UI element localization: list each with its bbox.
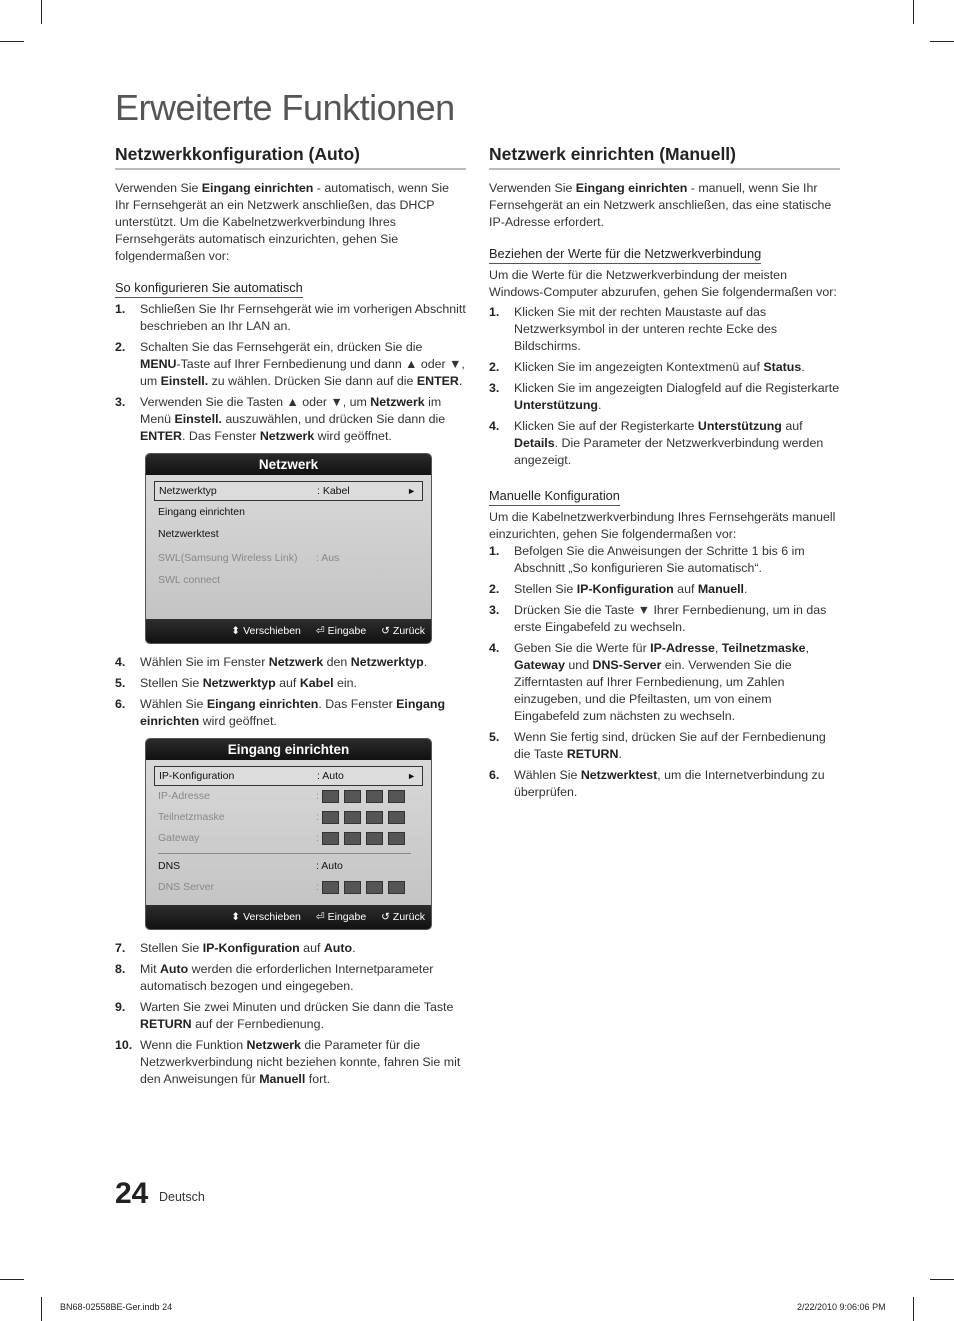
crop-mark bbox=[930, 41, 954, 42]
osd-row-value: : bbox=[316, 811, 319, 823]
intro-auto bbox=[115, 180, 466, 265]
body-text: Verwenden Sie bbox=[115, 181, 202, 195]
osd-row-label: IP-Konfiguration bbox=[159, 770, 235, 782]
subnet-field-boxes[interactable] bbox=[322, 811, 410, 824]
section-heading-auto: Netzwerkkonfiguration (Auto) bbox=[115, 143, 466, 170]
emphasis-text: Netzwerk bbox=[259, 429, 315, 443]
osd-body bbox=[146, 475, 431, 619]
page-title: Erweiterte Funktionen bbox=[115, 87, 455, 128]
emphasis-text: Unterstützung bbox=[514, 398, 598, 412]
osd-row-value: : bbox=[316, 881, 319, 893]
body-text: . bbox=[597, 398, 602, 412]
body-text: Mit bbox=[140, 962, 160, 976]
list-item bbox=[489, 543, 840, 577]
list-item bbox=[115, 394, 466, 445]
step-number: 1. bbox=[489, 544, 500, 558]
body-text: fort. bbox=[305, 1072, 331, 1086]
body-text: , um die Internetverbindung zu überprüfen. bbox=[514, 768, 825, 799]
ip-field-boxes[interactable] bbox=[322, 790, 410, 803]
osd-row-dns-server[interactable] bbox=[154, 877, 423, 898]
enter-icon: ⏎ bbox=[315, 625, 325, 637]
osd-row-label: SWL connect bbox=[158, 574, 221, 586]
body-text: Stellen Sie bbox=[140, 676, 203, 690]
body-text: Drücken Sie die Taste ▼ Ihrer Fernbedienung, um in das erste Eingabefeld zu wechseln. bbox=[514, 603, 827, 634]
emphasis-text: Manuell bbox=[259, 1072, 306, 1086]
body-text: wird geöffnet. bbox=[199, 714, 277, 728]
osd-row-gateway[interactable] bbox=[154, 828, 423, 849]
body-text: und bbox=[564, 658, 593, 672]
body-text: Stellen Sie bbox=[140, 941, 203, 955]
body-text: auf bbox=[673, 582, 698, 596]
osd-row-label: IP-Adresse bbox=[158, 790, 210, 802]
body-text: . bbox=[423, 655, 428, 669]
emphasis-text: ENTER bbox=[416, 374, 459, 388]
emphasis-text: Netzwerk bbox=[268, 655, 324, 669]
osd-row-subnet[interactable] bbox=[154, 807, 423, 828]
body-text: . Das Fenster bbox=[182, 429, 260, 443]
osd-row-dns[interactable] bbox=[154, 856, 423, 877]
list-item bbox=[489, 359, 840, 376]
body-text: auszuwählen, und drücken Sie dann die bbox=[221, 412, 446, 426]
emphasis-text: IP-Konfiguration bbox=[202, 941, 300, 955]
body-text: auf bbox=[275, 676, 300, 690]
osd-row-ip-config[interactable] bbox=[154, 766, 423, 786]
body-text: Wählen Sie bbox=[140, 697, 207, 711]
crop-mark bbox=[0, 41, 24, 42]
steps-list-manual bbox=[489, 543, 840, 801]
crop-mark bbox=[0, 1279, 24, 1280]
body-text: Wenn die Funktion bbox=[140, 1038, 247, 1052]
body-text: - manuell, wenn Sie Ihr Fernsehgerät an ein Netzwerk anschließen, das eine statische IP-Adresse erfordert. bbox=[489, 181, 832, 229]
emphasis-text: Auto bbox=[323, 941, 353, 955]
list-item bbox=[115, 696, 466, 730]
body-text: die Parameter für die Netzwerkverbindung nicht beziehen konnte, fahren Sie mit den Anweisungen für bbox=[140, 1038, 461, 1086]
left-column bbox=[115, 143, 466, 1092]
emphasis-text: Einstell. bbox=[174, 412, 222, 426]
osd-title: Netzwerk bbox=[146, 454, 431, 475]
emphasis-text: Netzwerktest bbox=[580, 768, 658, 782]
subheading-get-values: Beziehen der Werte für die Netzwerkverbindung bbox=[489, 245, 761, 264]
list-item bbox=[115, 1037, 466, 1088]
right-column bbox=[489, 143, 840, 805]
body-text: Klicken Sie im angezeigten Dialogfeld auf die Registerkarte bbox=[514, 381, 840, 395]
list-item bbox=[489, 767, 840, 801]
list-item bbox=[115, 675, 466, 692]
osd-row-label: DNS Server bbox=[158, 881, 215, 893]
osd-divider bbox=[158, 853, 411, 854]
subheading-manual-config: Manuelle Konfiguration bbox=[489, 487, 620, 506]
body-text: zu wählen. Drücken Sie dann auf die bbox=[208, 374, 417, 388]
list-item bbox=[115, 301, 466, 335]
manual-config-intro: Um die Kabelnetzwerkverbindung Ihres Fernsehgeräts manuell einzurichten, gehen Sie folgendermaßen vor: bbox=[489, 510, 836, 541]
osd-row-label: Teilnetzmaske bbox=[158, 811, 225, 823]
body-text: . bbox=[744, 582, 748, 596]
emphasis-text: Eingang einrichten bbox=[140, 697, 446, 728]
body-text: Wenn Sie fertig sind, drücken Sie auf der Fernbedienung die Taste bbox=[514, 730, 826, 761]
body-text: Geben Sie die Werte für bbox=[514, 641, 651, 655]
step-number: 3. bbox=[489, 381, 500, 395]
body-text: Stellen Sie bbox=[514, 582, 577, 596]
body-text: Wählen Sie im Fenster bbox=[140, 655, 269, 669]
steps-list-b bbox=[115, 654, 466, 730]
crop-mark bbox=[913, 0, 914, 24]
emphasis-text: IP-Adresse bbox=[650, 641, 715, 655]
osd-row-swl[interactable] bbox=[154, 547, 423, 569]
osd-title: Eingang einrichten bbox=[146, 739, 431, 760]
emphasis-text: Eingang einrichten bbox=[206, 697, 319, 711]
page-language: Deutsch bbox=[159, 1190, 205, 1204]
emphasis-text: RETURN bbox=[566, 747, 619, 761]
body-text: . bbox=[458, 374, 463, 388]
list-item bbox=[489, 418, 840, 469]
body-text: auf bbox=[781, 419, 803, 433]
emphasis-text: Netzwerktyp bbox=[350, 655, 424, 669]
osd-row-ip-address[interactable] bbox=[154, 786, 423, 807]
emphasis-text: Unterstützung bbox=[697, 419, 782, 433]
page-number: 24 bbox=[115, 1177, 149, 1210]
body-text: auf der Fernbedienung. bbox=[191, 1017, 324, 1031]
body-text: im Menü bbox=[140, 395, 442, 426]
osd-row-value: : bbox=[316, 790, 319, 802]
return-icon: ↺ bbox=[381, 911, 390, 923]
osd-row-label: Netzwerktyp bbox=[159, 485, 217, 497]
emphasis-text: Eingang einrichten bbox=[201, 181, 314, 195]
list-item bbox=[489, 602, 840, 636]
emphasis-text: Teilnetzmaske bbox=[721, 641, 806, 655]
emphasis-text: Manuell bbox=[697, 582, 744, 596]
enter-icon: ⏎ bbox=[315, 911, 325, 923]
body-text: ein. Verwenden Sie die Zifferntasten auf Ihrer Fernbedienung, um Zahlen einzugeben, und die Pfeiltasten, um von einem Eingabefeld zum nächsten zu wechseln. bbox=[514, 658, 792, 723]
osd-footer bbox=[146, 619, 431, 643]
emphasis-text: MENU bbox=[140, 357, 177, 371]
osd-row-network-test[interactable] bbox=[154, 523, 423, 545]
step-number: 2. bbox=[115, 340, 126, 354]
body-text: , bbox=[714, 641, 722, 655]
footer-move-label: Verschieben bbox=[243, 911, 301, 923]
list-item bbox=[115, 339, 466, 390]
gateway-field-boxes[interactable] bbox=[322, 832, 410, 845]
step-number: 4. bbox=[115, 655, 126, 669]
osd-row-network-type[interactable] bbox=[154, 481, 423, 501]
get-values-intro: Um die Werte für die Netzwerkverbindung der meisten Windows-Computer abzurufen, gehen Sie folgendermaßen vor: bbox=[489, 268, 837, 299]
step-number: 8. bbox=[115, 962, 126, 976]
step-number: 1. bbox=[489, 305, 500, 319]
right-arrow-icon: ► bbox=[407, 771, 416, 781]
osd-input-setup-window bbox=[145, 738, 432, 930]
list-item bbox=[489, 581, 840, 598]
emphasis-text: Kabel bbox=[299, 676, 334, 690]
osd-row-value: : Aus bbox=[316, 552, 340, 564]
footer-move-label: Verschieben bbox=[243, 625, 301, 637]
body-text: , bbox=[805, 641, 810, 655]
print-file-info: BN68-02558BE-Ger.indb 24 bbox=[60, 1302, 173, 1312]
osd-row-value: : Auto bbox=[316, 860, 343, 872]
emphasis-text: DNS-Server bbox=[592, 658, 662, 672]
step-number: 6. bbox=[489, 768, 500, 782]
list-item bbox=[489, 729, 840, 763]
emphasis-text: Status bbox=[763, 360, 802, 374]
updown-icon: ⬍ bbox=[231, 625, 241, 637]
osd-row-value: : bbox=[316, 832, 319, 844]
osd-footer bbox=[146, 905, 431, 929]
dns-field-boxes[interactable] bbox=[322, 881, 410, 894]
emphasis-text: Details bbox=[514, 436, 555, 450]
list-item bbox=[115, 940, 466, 957]
osd-row-input-setup[interactable] bbox=[154, 501, 423, 523]
emphasis-text: IP-Konfiguration bbox=[576, 582, 674, 596]
body-text: . Die Parameter der Netzwerkverbindung werden angezeigt. bbox=[514, 436, 824, 467]
osd-row-label: Netzwerktest bbox=[158, 528, 219, 540]
print-date-info: 2/22/2010 9:06:06 PM bbox=[797, 1302, 886, 1312]
footer-enter-label: Eingabe bbox=[327, 625, 367, 637]
body-text: Klicken Sie mit der rechten Maustaste auf das Netzwerksymbol in der unteren rechte Ecke des Bildschirms. bbox=[514, 305, 778, 353]
updown-icon: ⬍ bbox=[231, 911, 241, 923]
osd-row-label: Gateway bbox=[158, 832, 200, 844]
step-number: 2. bbox=[489, 582, 500, 596]
osd-row-label: SWL(Samsung Wireless Link) bbox=[158, 552, 298, 564]
footer-enter-label: Eingabe bbox=[327, 911, 367, 923]
subheading-auto-config: So konfigurieren Sie automatisch bbox=[115, 279, 303, 298]
body-text: -Taste auf Ihrer Fernbedienung und dann ▲ oder ▼, um bbox=[140, 357, 465, 388]
list-item bbox=[115, 654, 466, 671]
steps-list-c bbox=[115, 940, 466, 1088]
body-text: den bbox=[323, 655, 351, 669]
emphasis-text: Gateway bbox=[514, 658, 565, 672]
crop-mark bbox=[913, 1297, 914, 1321]
emphasis-text: Netzwerktyp bbox=[202, 676, 276, 690]
right-arrow-icon: ► bbox=[407, 486, 416, 496]
body-text: . bbox=[801, 360, 805, 374]
body-text: Verwenden Sie bbox=[489, 181, 576, 195]
body-text: Schließen Sie Ihr Fernsehgerät wie im vorherigen Abschnitt beschrieben an Ihr LAN an. bbox=[140, 302, 466, 333]
osd-row-value: : Auto bbox=[317, 770, 344, 782]
steps-list-values bbox=[489, 304, 840, 469]
crop-mark bbox=[41, 0, 42, 24]
footer-back-label: Zurück bbox=[392, 625, 425, 637]
body-text: Verwenden Sie die Tasten ▲ oder ▼, um bbox=[140, 395, 371, 409]
body-text: Befolgen Sie die Anweisungen der Schritte 1 bis 6 im Abschnitt „So konfigurieren Sie automatisch“. bbox=[514, 544, 805, 575]
body-text: Schalten Sie das Fernsehgerät ein, drücken Sie die bbox=[140, 340, 423, 354]
list-item bbox=[489, 304, 840, 355]
step-number: 1. bbox=[115, 302, 126, 316]
step-number: 6. bbox=[115, 697, 126, 711]
list-item bbox=[489, 640, 840, 725]
body-text: Warten Sie zwei Minuten und drücken Sie dann die Taste bbox=[140, 1000, 454, 1014]
osd-row-label: Eingang einrichten bbox=[158, 506, 245, 518]
step-number: 9. bbox=[115, 1000, 126, 1014]
body-text: . Das Fenster bbox=[318, 697, 397, 711]
return-icon: ↺ bbox=[381, 625, 390, 637]
emphasis-text: Eingang einrichten bbox=[575, 181, 688, 195]
emphasis-text: Netzwerk bbox=[246, 1038, 301, 1052]
step-number: 10. bbox=[115, 1038, 133, 1052]
crop-mark bbox=[41, 1297, 42, 1321]
step-number: 4. bbox=[489, 641, 500, 655]
osd-body bbox=[146, 760, 431, 905]
emphasis-text: ENTER bbox=[140, 429, 182, 443]
emphasis-text: Auto bbox=[159, 962, 189, 976]
body-text: wird geöffnet. bbox=[314, 429, 392, 443]
crop-mark bbox=[930, 1279, 954, 1280]
body-text: . bbox=[618, 747, 622, 761]
osd-row-swl-connect[interactable] bbox=[154, 569, 423, 591]
step-number: 5. bbox=[489, 730, 500, 744]
step-number: 2. bbox=[489, 360, 500, 374]
body-text: auf bbox=[299, 941, 324, 955]
list-item bbox=[489, 380, 840, 414]
body-text: - automatisch, wenn Sie Ihr Fernsehgerät an ein Netzwerk anschließen, das DHCP unterstützt. Um die Kabelnetzwerkverbindung Ihres Fernsehgeräts automatisch einzurichten, gehen Sie folgendermaßen vor: bbox=[115, 181, 450, 263]
list-item bbox=[115, 961, 466, 995]
emphasis-text: RETURN bbox=[140, 1017, 192, 1031]
list-item bbox=[115, 999, 466, 1033]
emphasis-text: Einstell. bbox=[160, 374, 209, 388]
section-heading-manual: Netzwerk einrichten (Manuell) bbox=[489, 143, 840, 170]
osd-row-label: DNS bbox=[158, 860, 181, 872]
osd-row-value: : Kabel bbox=[317, 485, 350, 497]
step-number: 4. bbox=[489, 419, 500, 433]
body-text: Klicken Sie im angezeigten Kontextmenü auf bbox=[514, 360, 764, 374]
step-number: 3. bbox=[489, 603, 500, 617]
footer-back-label: Zurück bbox=[392, 911, 425, 923]
body-text: . bbox=[352, 941, 356, 955]
intro-manual bbox=[489, 180, 840, 231]
body-text: Wählen Sie bbox=[514, 768, 581, 782]
osd-network-window bbox=[145, 453, 432, 644]
body-text: Klicken Sie auf der Registerkarte bbox=[514, 419, 698, 433]
step-number: 5. bbox=[115, 676, 126, 690]
emphasis-text: Netzwerk bbox=[370, 395, 425, 409]
body-text: werden die erforderlichen Internetparameter automatisch bezogen und eingegeben. bbox=[140, 962, 434, 993]
step-number: 7. bbox=[115, 941, 126, 955]
steps-list-a bbox=[115, 301, 466, 445]
body-text: ein. bbox=[333, 676, 357, 690]
step-number: 3. bbox=[115, 395, 126, 409]
